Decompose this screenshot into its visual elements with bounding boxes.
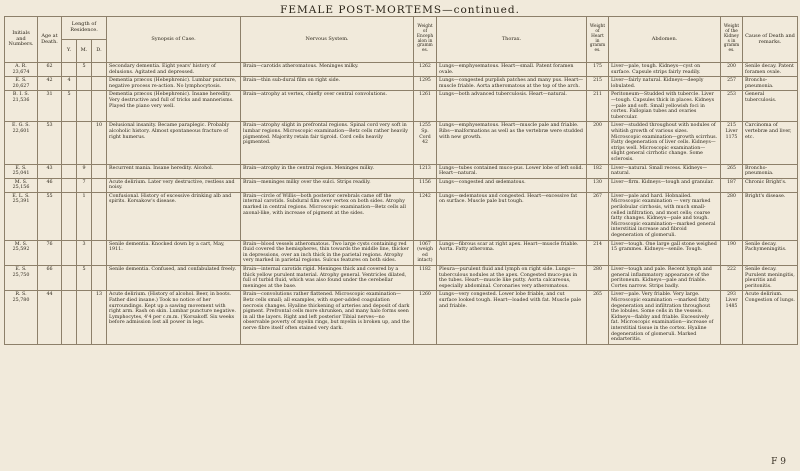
header-heart-weight: Weight of Heart in grammes.	[587, 17, 609, 63]
cell-nervous: Brain—atrophy at vertex, chiefly over central convolutions.	[241, 91, 414, 122]
cell-d	[92, 266, 107, 291]
cell-brain-weight: 1262	[414, 63, 437, 77]
cell-m: 5	[77, 63, 92, 77]
cell-cause: Broncho-pneumonia.	[743, 164, 798, 178]
cell-y	[62, 164, 77, 178]
cell-synopsis: Dementia præcox (Hebephrenic). Lumbar puncture, negative process re-action. No lymphocytosis.	[107, 77, 241, 91]
cell-synopsis: Recurrent mania. Insane heredity. Alcohol.	[107, 164, 241, 178]
cell-initials: A. R. 23,674	[5, 63, 38, 77]
cell-d: 10	[92, 122, 107, 164]
table-row	[5, 164, 798, 178]
table-row	[5, 240, 798, 265]
cell-nervous: Brain—meninges milky over the sulci. Strips readily.	[241, 178, 414, 192]
cell-abdomen: Liver—pale and hard. Hobnailed. Microscopic examination — very marked perilobular cirrhosis, with much small-celled infiltration, and most cells; coarse fatty changes. Kidneys—pale and tough. Microscopic examination—marked general interstitial increase and fibroid degeneration of glomeruli.	[609, 192, 721, 240]
cell-cause: Chronic Bright's.	[743, 178, 798, 192]
cell-abdomen: Liver—pale, tough. Kidneys—cyst on surface. Capsule strips fairly readily.	[609, 63, 721, 77]
cell-brain-weight: 1067 (weighed intact)	[414, 240, 437, 265]
cell-brain-weight: 1213	[414, 164, 437, 178]
cell-initials: E. G. S. 22,601	[5, 122, 38, 164]
cell-d	[92, 164, 107, 178]
cell-thorax: Lungs—tubes contained muco-pus. Lower lobe of left solid. Heart—natural.	[437, 164, 587, 178]
cell-heart-weight: 130	[587, 178, 609, 192]
cell-abdomen: Liver—tough. One large gall stone weighed 15 grammes. Kidneys—senile. Tough.	[609, 240, 721, 265]
header-row	[5, 17, 798, 40]
cell-kidney-weight: 215 Liver 1175	[721, 122, 743, 164]
cell-d	[92, 91, 107, 122]
cell-m: 1	[77, 192, 92, 240]
header-synopsis: Synopsis of Case.	[107, 17, 241, 63]
cell-cause: Senile decay. Patent foramen ovale.	[743, 63, 798, 77]
cell-age: 44	[38, 291, 62, 344]
cell-y	[62, 240, 77, 265]
cell-cause: Carcinoma of vertebræ and liver, etc.	[743, 122, 798, 164]
cell-age: 66	[38, 266, 62, 291]
cell-heart-weight: 215	[587, 77, 609, 91]
table-row	[5, 63, 798, 77]
cell-cause: Senile decay. Purulent meningitis, pleuritis and peritonitis.	[743, 266, 798, 291]
cell-synopsis: Acute delirium. Later very destructive, restless and noisy.	[107, 178, 241, 192]
cell-initials: E. S. 25,041	[5, 164, 38, 178]
cell-initials: E. S. 20,627	[5, 77, 38, 91]
cell-y: 4	[62, 77, 77, 91]
cell-synopsis: Acute delirium. (History of alcohol. Beer, in boots. Father died insane.) Took no notice of her surroundings. Kept up a sawing movement with right arm. Rash on skin. Lumbar puncture negative. Lymphocytes, 4'4 per c.m.m. ('Korsakoff. Six weeks before admission lost all power in legs.	[107, 291, 241, 344]
cell-brain-weight: 1295	[414, 77, 437, 91]
cell-thorax: Lungs—both advanced tuberculosis. Heart—natural.	[437, 91, 587, 122]
header-nervous: Nervous System.	[241, 17, 414, 63]
header-residence: Length of Residence.	[62, 17, 107, 40]
cell-age: 31	[38, 91, 62, 122]
cell-m	[77, 122, 92, 164]
cell-kidney-weight: 187	[721, 178, 743, 192]
table-row	[5, 192, 798, 240]
cell-kidney-weight: 265	[721, 164, 743, 178]
page-title: FEMALE POST-MORTEMS—continued.	[280, 4, 520, 16]
cell-age: 53	[38, 122, 62, 164]
cell-d	[92, 178, 107, 192]
cell-brain-weight: 1242	[414, 192, 437, 240]
cell-initials: E. S. 25,750	[5, 266, 38, 291]
cell-abdomen: Peritoneum—Studded with tubercle. Liver—tough. Capsules thick in places. Kidneys—pale and soft. Small yellowish foci in cortex. Fallopian tubes and ovaries tubercular.	[609, 91, 721, 122]
table-row	[5, 291, 798, 344]
table-row	[5, 122, 798, 164]
cell-d	[92, 192, 107, 240]
cell-nervous: Brain—atrophy slight in prefrontal regions. Spinal cord very soft in lumbar regions. Microscopic examination—Betz cells rather heavily pigmented. Majority retain fair tigroid. Cord cells heavily pigmented.	[241, 122, 414, 164]
cell-y	[62, 291, 77, 344]
cell-m	[77, 91, 92, 122]
header-days: D.	[92, 40, 107, 63]
cell-m: 3	[77, 240, 92, 265]
cell-abdomen: Liver—tough and pale. Recent lymph and general inflammatory appearance of the peritoneum. Kidneys—pale and friable. Cortex narrow. Strips badly.	[609, 266, 721, 291]
cell-brain-weight: 1260	[414, 291, 437, 344]
cell-kidney-weight: 222	[721, 266, 743, 291]
table-row	[5, 77, 798, 91]
cell-initials: M. S. 25,592	[5, 240, 38, 265]
cell-synopsis: Secondary dementia. Eight years' history of delusions. Agitated and depressed.	[107, 63, 241, 77]
cell-thorax: Pleura—purulent fluid and lymph on right side. Lungs—tuberculous nodules at the apex. Congested muco-pus in the tubes. Heart—muscle like putty. Aorta calcareous, especially abdominal. Coronaries very atheromatous.	[437, 266, 587, 291]
cell-age: 55	[38, 192, 62, 240]
header-years: Y.	[62, 40, 77, 63]
table-row	[5, 178, 798, 192]
cell-thorax: Lungs—congested purplish patches and many pus. Heart—muscle friable. Aorta atheromatous at the top of the arch.	[437, 77, 587, 91]
cell-synopsis: Senile dementia. Confused, and confabulated freely.	[107, 266, 241, 291]
cell-age: 42	[38, 77, 62, 91]
cell-kidney-weight: 200	[721, 63, 743, 77]
cell-initials: E. L. S. 25,391	[5, 192, 38, 240]
cell-y	[62, 192, 77, 240]
cell-abdomen: Liver—pale. Very friable. Very large. Microscopic examination —marked fatty degeneration and infiltration throughout the lobules. Some cells in the vessels. Kidneys—flabby and friable. Excessively fat. Microscopic examination—increase of interstitial tissue in the cortex. Hyaline degeneration of glomeruli. Marked endarteritis.	[609, 291, 721, 344]
cell-y	[62, 266, 77, 291]
header-months: M.	[77, 40, 92, 63]
cell-synopsis: Delusional insanity. Became paraplegic. Probably alcoholic history. Almost spontaneous fracture of right humerus.	[107, 122, 241, 164]
cell-d	[92, 240, 107, 265]
cell-heart-weight: 265	[587, 291, 609, 344]
header-abdomen: Abdomen.	[609, 17, 721, 63]
cell-initials: R. S. 25,780	[5, 291, 38, 344]
page-footer: F 9	[771, 457, 786, 467]
cell-abdomen: Liver—studded throughout with nodules of whitish growth of various sizes. Microscopic examination—growth scirrhus. Fatty degeneration of liver cells. Kidneys—strips well. Microscopic examination—slight general cirrhotic change. Some sclerosis.	[609, 122, 721, 164]
cell-cause: Acute delirium. Congestion of lungs.	[743, 291, 798, 344]
cell-synopsis: Dementia præcox (Hebephrenic). Insane heredity. Very destructive and full of tricks and mannerisms. Played the piano very well.	[107, 91, 241, 122]
cell-age: 76	[38, 240, 62, 265]
cell-brain-weight: 1182	[414, 266, 437, 291]
cell-y	[62, 122, 77, 164]
table-row	[5, 91, 798, 122]
cell-y	[62, 63, 77, 77]
cell-nervous: Brain—internal carotids rigid. Meninges thick and covered by a thick yellow purulent material. Atrophy general. Ventricles dilated, full of turbid fluid, which was also found under the cerebellar meninges at the base.	[241, 266, 414, 291]
cell-thorax: Lungs—very congested. Lower lobe friable, and cut surface looked tough. Heart—loaded with fat. Muscle pale and friable.	[437, 291, 587, 344]
header-brain-weight: Weight of Encephalon in grammes.	[414, 17, 437, 63]
cell-age: 46	[38, 178, 62, 192]
cell-heart-weight: 267	[587, 192, 609, 240]
cell-brain-weight: 1255 Sp. Cord 42	[414, 122, 437, 164]
header-age: Age at Death.	[38, 17, 62, 63]
cell-brain-weight: 1261	[414, 91, 437, 122]
cell-d	[92, 77, 107, 91]
cell-m: 5	[77, 266, 92, 291]
cell-nervous: Brain—circle of Willis—both posterior cerebrals came off the internal carotids. Subdural film over vertex on both sides. Atrophy marked in central regions. Microscopic examination—Betz cells all axonal-like, with increase of pigment at the sides.	[241, 192, 414, 240]
header-cause: Cause of Death and remarks.	[743, 17, 798, 63]
cell-cause: Bright's disease.	[743, 192, 798, 240]
header-thorax: Thorax.	[437, 17, 587, 63]
cell-kidney-weight: 190	[721, 240, 743, 265]
table-row	[5, 266, 798, 291]
cell-synopsis: Senile dementia. Knocked down by a cart, May, 1911.	[107, 240, 241, 265]
cell-heart-weight: 280	[587, 266, 609, 291]
cell-heart-weight: 214	[587, 240, 609, 265]
cell-kidney-weight: 257	[721, 77, 743, 91]
cell-thorax: Lungs—emphysematous. Heart—muscle pale and friable. Ribs—malformations as well as the vertebræ were studded with new growth.	[437, 122, 587, 164]
cell-m	[77, 291, 92, 344]
cell-y	[62, 178, 77, 192]
cell-age: 62	[38, 63, 62, 77]
cell-thorax: Lungs—fibrous scar at right apex. Heart—muscle friable. Aorta. Fatty atheroma.	[437, 240, 587, 265]
cell-m	[77, 77, 92, 91]
cell-thorax: Lungs—œdematous and congested. Heart—excessive fat on surface. Muscle pale but tough.	[437, 192, 587, 240]
cell-cause: General tuberculosis.	[743, 91, 798, 122]
cell-cause: Broncho-pneumonia.	[743, 77, 798, 91]
cell-heart-weight: 211	[587, 91, 609, 122]
cell-d: 13	[92, 291, 107, 344]
cell-m: 7	[77, 178, 92, 192]
cell-heart-weight: 175	[587, 63, 609, 77]
post-mortem-table	[4, 16, 798, 345]
cell-nervous: Brain—atrophy in the central region. Meninges milky.	[241, 164, 414, 178]
cell-abdomen: Liver—firm. Kidneys—tough and granular.	[609, 178, 721, 192]
cell-synopsis: Confusional. History of excessive drinking alb and spirits. Korsakow's disease.	[107, 192, 241, 240]
cell-brain-weight: 1156	[414, 178, 437, 192]
header-initials: Initials and Numbers.	[5, 17, 38, 63]
cell-age: 43	[38, 164, 62, 178]
cell-initials: B. I. S. 21,536	[5, 91, 38, 122]
cell-initials: M. S. 25,156	[5, 178, 38, 192]
cell-thorax: Lungs—congested and œdematous.	[437, 178, 587, 192]
cell-thorax: Lungs—emphysematous. Heart—small. Patent foramen ovale.	[437, 63, 587, 77]
cell-abdomen: Liver—natural. Small recess. Kidneys—natural.	[609, 164, 721, 178]
table-body	[5, 63, 798, 345]
cell-m: 9	[77, 164, 92, 178]
header-kidney-weight: Weight of the Kidneys in grammes.	[721, 17, 743, 63]
cell-cause: Senile decay. Pachymeningitis.	[743, 240, 798, 265]
cell-nervous: Brain—thin sub-dural film on right side.	[241, 77, 414, 91]
cell-nervous: Brain—blood vessels atheromatous. Two large cysts containing red fluid covered the hemispheres, thin towards the middle line, thicker in depressions, over an inch thick in the parietal regions. Atrophy very marked in parietal regions. Sulcus features on both sides.	[241, 240, 414, 265]
cell-nervous: Brain—convolutions rather flattened. Microscopic examination—Betz cells small; all examples, with super-added coagulation necrosis changes. Hyaline thickening of arteries and deposit of dark pigment. Prefrontal cells more shrunken, and many halo forms seen in all the layers. Right and left posterior Tibial nerves—no observable poverty of myelin rings, but myelin is broken up, and the nerve fibre itself often stained very dark.	[241, 291, 414, 344]
cell-kidney-weight: 280	[721, 192, 743, 240]
cell-kidney-weight: 293 Liver 1485	[721, 291, 743, 344]
cell-y: 5	[62, 91, 77, 122]
cell-heart-weight: 200	[587, 122, 609, 164]
cell-heart-weight: 182	[587, 164, 609, 178]
cell-d	[92, 63, 107, 77]
cell-kidney-weight: 253	[721, 91, 743, 122]
cell-nervous: Brain—carotids atheromatous. Meninges milky.	[241, 63, 414, 77]
cell-abdomen: Liver—fairly natural. Kidneys—deeply lobulated.	[609, 77, 721, 91]
